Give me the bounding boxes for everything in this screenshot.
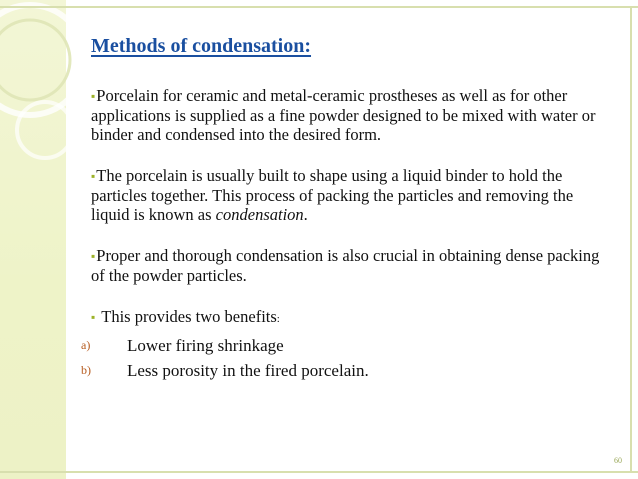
bullet-icon: ▪: [91, 89, 96, 103]
paragraph-4-colon: :: [276, 313, 280, 325]
bottom-border: [0, 471, 638, 473]
page-number: 60: [614, 456, 622, 465]
paragraph-3: [91, 246, 611, 285]
paragraph-2: [91, 166, 611, 224]
benefit-item-b: [81, 358, 611, 383]
bullet-icon: ▪: [91, 310, 96, 324]
top-border: [0, 6, 638, 8]
benefit-marker-b: b): [81, 363, 91, 377]
paragraph-4: [91, 307, 611, 329]
benefit-text-b: Less porosity in the fired porcelain.: [127, 361, 369, 380]
paragraph-1: [91, 86, 611, 144]
paragraph-2-text: The porcelain is usually built to shape using a liquid binder to hold the particles together. This process of packing the particles and removing the liquid is known as: [91, 166, 574, 224]
benefit-text-a: Lower firing shrinkage: [127, 336, 284, 355]
paragraph-1-text: Porcelain for ceramic and metal-ceramic prostheses as well as for other applications is supplied as a fine powder designed to be mixed with water or binder and condensed into the desired form.: [91, 86, 596, 144]
slide-title: Methods of condensation:: [91, 35, 312, 57]
slide-body: [81, 86, 611, 383]
bullet-icon: ▪: [91, 169, 96, 183]
paragraph-2-end: .: [303, 205, 308, 224]
paragraph-4-text: This provides two benefits: [101, 307, 277, 326]
paragraph-3-text: Proper and thorough condensation is also crucial in obtaining dense packing of the powder particles.: [91, 246, 600, 285]
right-border: [630, 6, 632, 473]
condensation-term: condensation: [215, 205, 304, 224]
benefit-marker-a: a): [81, 338, 91, 352]
bullet-icon: ▪: [91, 249, 96, 263]
benefit-item-a: [81, 333, 611, 358]
deco-arc-inner: [0, 20, 70, 100]
